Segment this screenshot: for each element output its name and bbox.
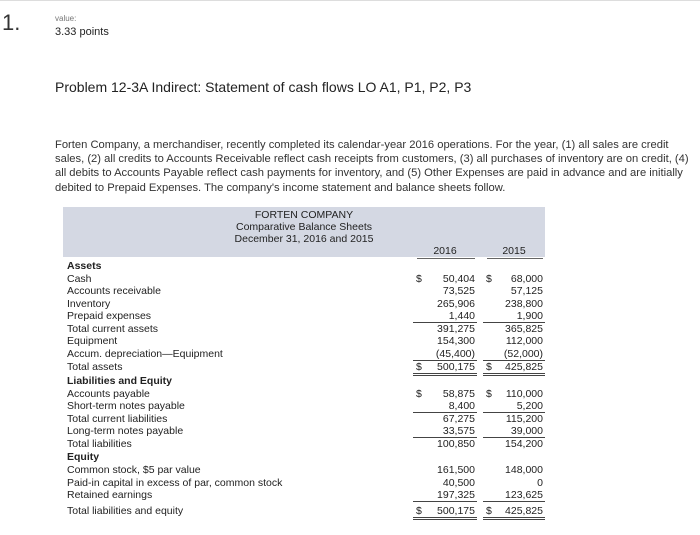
table-row <box>63 464 545 477</box>
table-row <box>63 310 545 323</box>
value-2016-cell <box>413 260 477 272</box>
value-2016: 40,500 <box>442 476 475 489</box>
value-label: value: <box>55 14 77 23</box>
table-row <box>63 413 545 426</box>
row-label: Cash <box>67 272 92 285</box>
table-row <box>63 285 545 298</box>
value-2016-cell <box>413 310 477 323</box>
row-label: Accounts payable <box>67 387 150 400</box>
table-row <box>63 425 545 438</box>
value-2016-cell <box>413 505 477 520</box>
value-2016-cell <box>413 375 477 387</box>
value-2016-cell <box>413 477 477 489</box>
value-2015: 110,000 <box>505 387 543 400</box>
row-label: Prepaid expenses <box>67 310 152 322</box>
row-label: Short-term notes payable <box>67 400 185 412</box>
company-name: FORTEN COMPANY <box>254 209 354 221</box>
currency-symbol: $ <box>486 272 492 285</box>
value-2015-cell <box>483 335 545 347</box>
value-2015-cell <box>483 477 545 489</box>
row-label: Accounts receivable <box>67 285 161 297</box>
value-2016-cell <box>413 348 477 361</box>
value-2016-cell <box>413 489 477 502</box>
value-2015-cell <box>483 285 545 297</box>
row-label: Equipment <box>67 335 118 347</box>
value-2016: 50,404 <box>442 272 475 285</box>
row-label: Accum. depreciation—Equipment <box>67 347 223 360</box>
value-2016: 197,325 <box>437 489 475 501</box>
value-2016: 154,300 <box>437 335 475 347</box>
value-2015-cell <box>483 425 545 438</box>
value-2016-cell <box>413 400 477 413</box>
value-2015-cell <box>483 260 545 272</box>
row-label: Equity <box>67 451 100 463</box>
value-2016-cell <box>413 438 477 450</box>
table-row <box>63 388 545 401</box>
value-2015-cell <box>483 348 545 361</box>
table-row <box>63 477 545 490</box>
value-2016-cell <box>413 425 477 438</box>
value-2015-cell <box>483 273 545 285</box>
value-2015-cell <box>483 361 545 376</box>
value-2015-cell <box>483 489 545 502</box>
currency-symbol: $ <box>416 505 422 517</box>
problem-title: Problem 12-3A Indirect: Statement of cash flows LO A1, P1, P2, P3 <box>55 79 472 95</box>
currency-symbol: $ <box>416 361 422 373</box>
value-2015: (52,000) <box>503 347 543 360</box>
value-2016-cell <box>413 451 477 463</box>
value-2015: 365,825 <box>505 322 543 335</box>
value-2016: 33,575 <box>442 425 475 437</box>
table-row <box>63 375 545 388</box>
year-2016-header: 2016 <box>433 245 457 257</box>
value-2016-cell <box>413 464 477 476</box>
top-divider <box>0 0 700 1</box>
value-2016: 1,440 <box>448 310 475 322</box>
table-row <box>63 298 545 311</box>
value-2016-cell <box>413 335 477 347</box>
value-2016: 8,400 <box>448 400 475 412</box>
value-2015: 425,825 <box>505 505 543 517</box>
value-2015-cell <box>483 451 545 463</box>
value-2015: 0 <box>537 476 543 489</box>
currency-symbol: $ <box>486 361 492 373</box>
value-2015: 39,000 <box>510 425 543 437</box>
value-2015-cell <box>483 464 545 476</box>
value-2015: 1,900 <box>516 310 543 322</box>
table-row <box>63 400 545 413</box>
row-label: Assets <box>67 260 102 272</box>
row-label: Inventory <box>67 297 111 310</box>
currency-symbol: $ <box>486 505 492 517</box>
table-row <box>63 361 545 374</box>
value-2016: 73,525 <box>442 285 475 297</box>
table-row <box>63 451 545 464</box>
table-row <box>63 323 545 336</box>
statement-date: December 31, 2016 and 2015 <box>234 233 374 245</box>
value-2016: 58,875 <box>442 387 475 400</box>
balance-sheet-table <box>63 207 545 530</box>
value-2015-cell <box>483 438 545 450</box>
currency-symbol: $ <box>416 272 422 285</box>
row-label: Total assets <box>67 361 123 373</box>
value-2015-cell <box>483 505 545 520</box>
value-2016: 161,500 <box>437 464 475 476</box>
value-2016-cell <box>413 298 477 310</box>
value-2015-cell <box>483 310 545 323</box>
value-2015-cell <box>483 323 545 335</box>
table-row <box>63 273 545 286</box>
currency-symbol: $ <box>416 387 422 400</box>
table-row <box>63 260 545 273</box>
row-label: Retained earnings <box>67 489 153 501</box>
value-2016-cell <box>413 388 477 400</box>
row-label: Common stock, $5 par value <box>67 464 201 476</box>
year-underline <box>487 258 543 259</box>
value-2016: 265,906 <box>437 297 475 310</box>
table-row <box>63 348 545 361</box>
value-2015: 154,200 <box>505 437 543 450</box>
table-row <box>63 489 545 502</box>
value-2016: (45,400) <box>435 347 475 360</box>
value-2016: 100,850 <box>437 437 475 450</box>
row-label: Total liabilities and equity <box>67 505 184 517</box>
value-2016-cell <box>413 413 477 425</box>
value-2015: 57,125 <box>510 285 543 297</box>
value-2015: 123,625 <box>505 489 543 501</box>
value-2015-cell <box>483 413 545 425</box>
value-2015: 148,000 <box>505 464 543 476</box>
row-label: Paid-in capital in excess of par, common stock <box>67 476 283 489</box>
value-2015-cell <box>483 388 545 400</box>
value-2015-cell <box>483 375 545 387</box>
question-number: 1. <box>2 10 21 35</box>
value-2015: 112,000 <box>505 335 543 347</box>
row-label: Total liabilities <box>67 437 132 450</box>
table-row <box>63 438 545 451</box>
row-label: Liabilities and Equity <box>67 375 173 387</box>
table-row <box>63 505 545 518</box>
statement-title: Comparative Balance Sheets <box>236 221 372 233</box>
year-underline <box>417 258 475 259</box>
points-value: 3.33 points <box>55 26 109 38</box>
value-2015-cell <box>483 400 545 413</box>
value-2015-cell <box>483 298 545 310</box>
value-2016: 500,175 <box>437 505 475 517</box>
value-2016-cell <box>413 285 477 297</box>
value-2016-cell <box>413 323 477 335</box>
problem-description: Forten Company, a merchandiser, recently completed its calendar-year 2016 operations. For the year, (1) all sales are credit sales, (2) all credits to Accounts Receivable reflect cash receipts from customers, (3) all purchases of inventory are on credit, (4) all debits to Accounts Payable reflect cash payments for inventory, and (5) Other Expenses are paid in advance and are initially debited to Prepaid Expenses. The company's income statement and balance sheets follow. <box>55 139 689 194</box>
value-2016-cell <box>413 273 477 285</box>
value-2016: 500,175 <box>437 361 475 373</box>
value-2015: 238,800 <box>505 297 543 310</box>
year-2015-header: 2015 <box>502 245 526 257</box>
row-label: Long-term notes payable <box>67 425 184 437</box>
value-2015: 68,000 <box>510 272 543 285</box>
value-2015: 115,200 <box>505 412 543 425</box>
row-label: Total current liabilities <box>67 412 168 425</box>
value-2015: 5,200 <box>516 400 543 412</box>
row-label: Total current assets <box>67 322 159 335</box>
currency-symbol: $ <box>486 387 492 400</box>
value-2015: 425,825 <box>505 361 543 373</box>
value-2016-cell <box>413 361 477 376</box>
value-2016: 391,275 <box>437 322 475 335</box>
value-2016: 67,275 <box>442 412 475 425</box>
table-row <box>63 335 545 348</box>
